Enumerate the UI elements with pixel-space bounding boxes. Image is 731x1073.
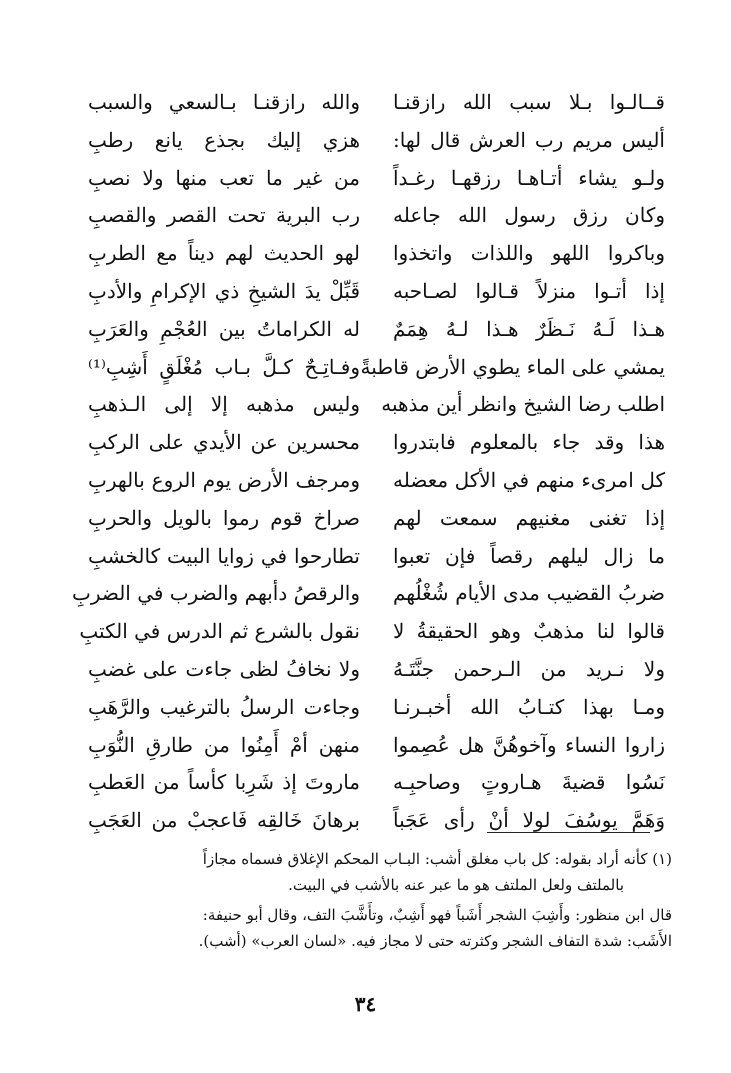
verse-first-hemistich: ولـو يشاء أتـاهـا رزقهـا رغـداً — [393, 165, 665, 190]
verse-second-hemistich: نقول بالشرع ثم الدرس في الكتبِ — [79, 619, 360, 644]
verse-first-hemistich: إذا تغنى مغنيهم سمعت لهم — [393, 505, 665, 530]
verse-first-hemistich: قــالـوا بـلا سبب الله رازقنـا — [393, 90, 665, 114]
footnote-line: (١) كأنه أراد بقوله: كل باب مغلق أشب: البـاب المحكم الإغلاق فسماه مجازاً — [202, 850, 672, 868]
verse-second-hemistich: من غير ما تعب منها ولا نصبِ — [88, 165, 360, 190]
verse-first-hemistich: أليس مريم رب العرش قال لها: — [393, 127, 665, 152]
verse-second-hemistich: ولا نخافُ لظى جاءت على غضبِ — [88, 656, 360, 681]
verse-first-hemistich: نَسُوا قضيةَ هـاروتٍ وصاحبِـه — [393, 770, 665, 795]
footnote-line: الأَشَب: شدة التفاف الشجر وكثرته حتى لا مجاز فيه. «لسان العرب» (أشب). — [198, 932, 672, 950]
poem-body — [72, 84, 665, 833]
verse-first-hemistich: قالوا لنا مذهبٌ وهو الحقيقةُ لا — [393, 619, 665, 644]
verse-first-hemistich: كل امرىء منهم في الأكل معضله — [393, 467, 665, 492]
verse-second-hemistich: وجاءت الرسلُ بالترغيب والرَّهَبِ — [88, 694, 360, 719]
verse-second-hemistich: تطارحوا في زوايا البيت كالخشبِ — [88, 543, 360, 568]
verse-first-hemistich: هذا وقد جاء بالمعلوم فابتدروا — [393, 430, 665, 455]
verse-second-hemistich: منهن أمْ أَمِنُوا من طارقِ النُّوَبِ — [88, 732, 360, 757]
verse-first-hemistich: يمشي على الماء يطوي الأرض قاطبةً — [360, 354, 665, 379]
verse-second-hemistich: وفـاتِـحٌ كـلَّ بـاب مُغْلَقٍ أَشِبِ⁽¹⁾ — [88, 354, 360, 379]
verse-first-hemistich: ضربُ القضيب مدى الأيام شُغْلُهم — [393, 581, 665, 606]
footnote-separator — [487, 832, 650, 833]
verse-second-hemistich: صراخ قوم رموا بالويل والحربِ — [88, 505, 360, 530]
poem-left-column — [72, 84, 360, 833]
verse-first-hemistich: ما زال ليلهم رقصاً فإن تعبوا — [393, 543, 665, 568]
verse-first-hemistich: ولا نـريد من الـرحمن جنَّتَـهُ — [393, 656, 665, 681]
verse-second-hemistich: ماروتَ إذ شَرِبا كأساً من العَطبِ — [88, 770, 360, 795]
verse-first-hemistich: ومـا بهذا كتـابُ الله أخبـرنـا — [393, 694, 665, 719]
poem-right-column — [360, 84, 665, 833]
verse-first-hemistich: وَهَمَّ يوسُفَ لولا أنْ رأى عَجَباً — [393, 808, 665, 833]
page-number: ٣٤ — [354, 992, 377, 1016]
verse-second-hemistich: والرقصُ دأبهم والضرب في الضربِ — [72, 581, 360, 606]
verse-first-hemistich: زاروا النساء وآخوهُنَّ هل عُصِموا — [393, 732, 665, 757]
verse-second-hemistich: ومرجف الأرض يوم الروع بالهربِ — [88, 467, 360, 492]
verse-first-hemistich: إذا أتـوا منزلاً قـالوا لصـاحبه — [393, 278, 665, 303]
verse-second-hemistich: والله رازقنـا بـالسعي والسبب — [88, 90, 360, 114]
verse-first-hemistich: اطلب رضا الشيخ وانظر أين مذهبه — [381, 392, 665, 417]
verse-second-hemistich: له الكراماتُ بين العُجْمِ والعَرَبِ — [88, 316, 360, 341]
verse-first-hemistich: وباكروا اللهو واللذات واتخذوا — [393, 241, 665, 266]
verse-second-hemistich: رب البرية تحت القصر والقصبِ — [88, 203, 360, 228]
verse-second-hemistich: محسرين عن الأيدي على الركبِ — [88, 430, 360, 455]
verse-second-hemistich: قَبِّلْ يدَ الشيخِ ذي الإكرامِ والأدبِ — [88, 278, 360, 303]
verse-first-hemistich: وكان رزق رسول الله جاعله — [393, 203, 665, 228]
verse-second-hemistich: لهو الحديث لهم ديناً مع الطربِ — [88, 241, 360, 266]
verse-second-hemistich: برهانَ خَالقِه فَاعجبْ من العَجَبِ — [88, 808, 360, 833]
verse-first-hemistich: هـذا لَـهُ نَـظَرٌ هـذا لـهُ هِمَمٌ — [393, 316, 665, 341]
footnotes — [60, 846, 672, 954]
verse-second-hemistich: وليس مذهبه إلا إلى الـذهبِ — [88, 392, 360, 417]
footnote-line: بالملتف ولعل الملتف هو ما عبر عنه بالأشب في البيت. — [288, 876, 624, 894]
verse-second-hemistich: هزي إليك بجذع يانع رطبِ — [88, 127, 360, 152]
footnote-line: قال ابن منظور: وأَشِبَ الشجر أَشَباً فهو أَشِبٌ، وتأَشَّبَ التف، وقال أبو حنيفة: — [202, 906, 672, 924]
